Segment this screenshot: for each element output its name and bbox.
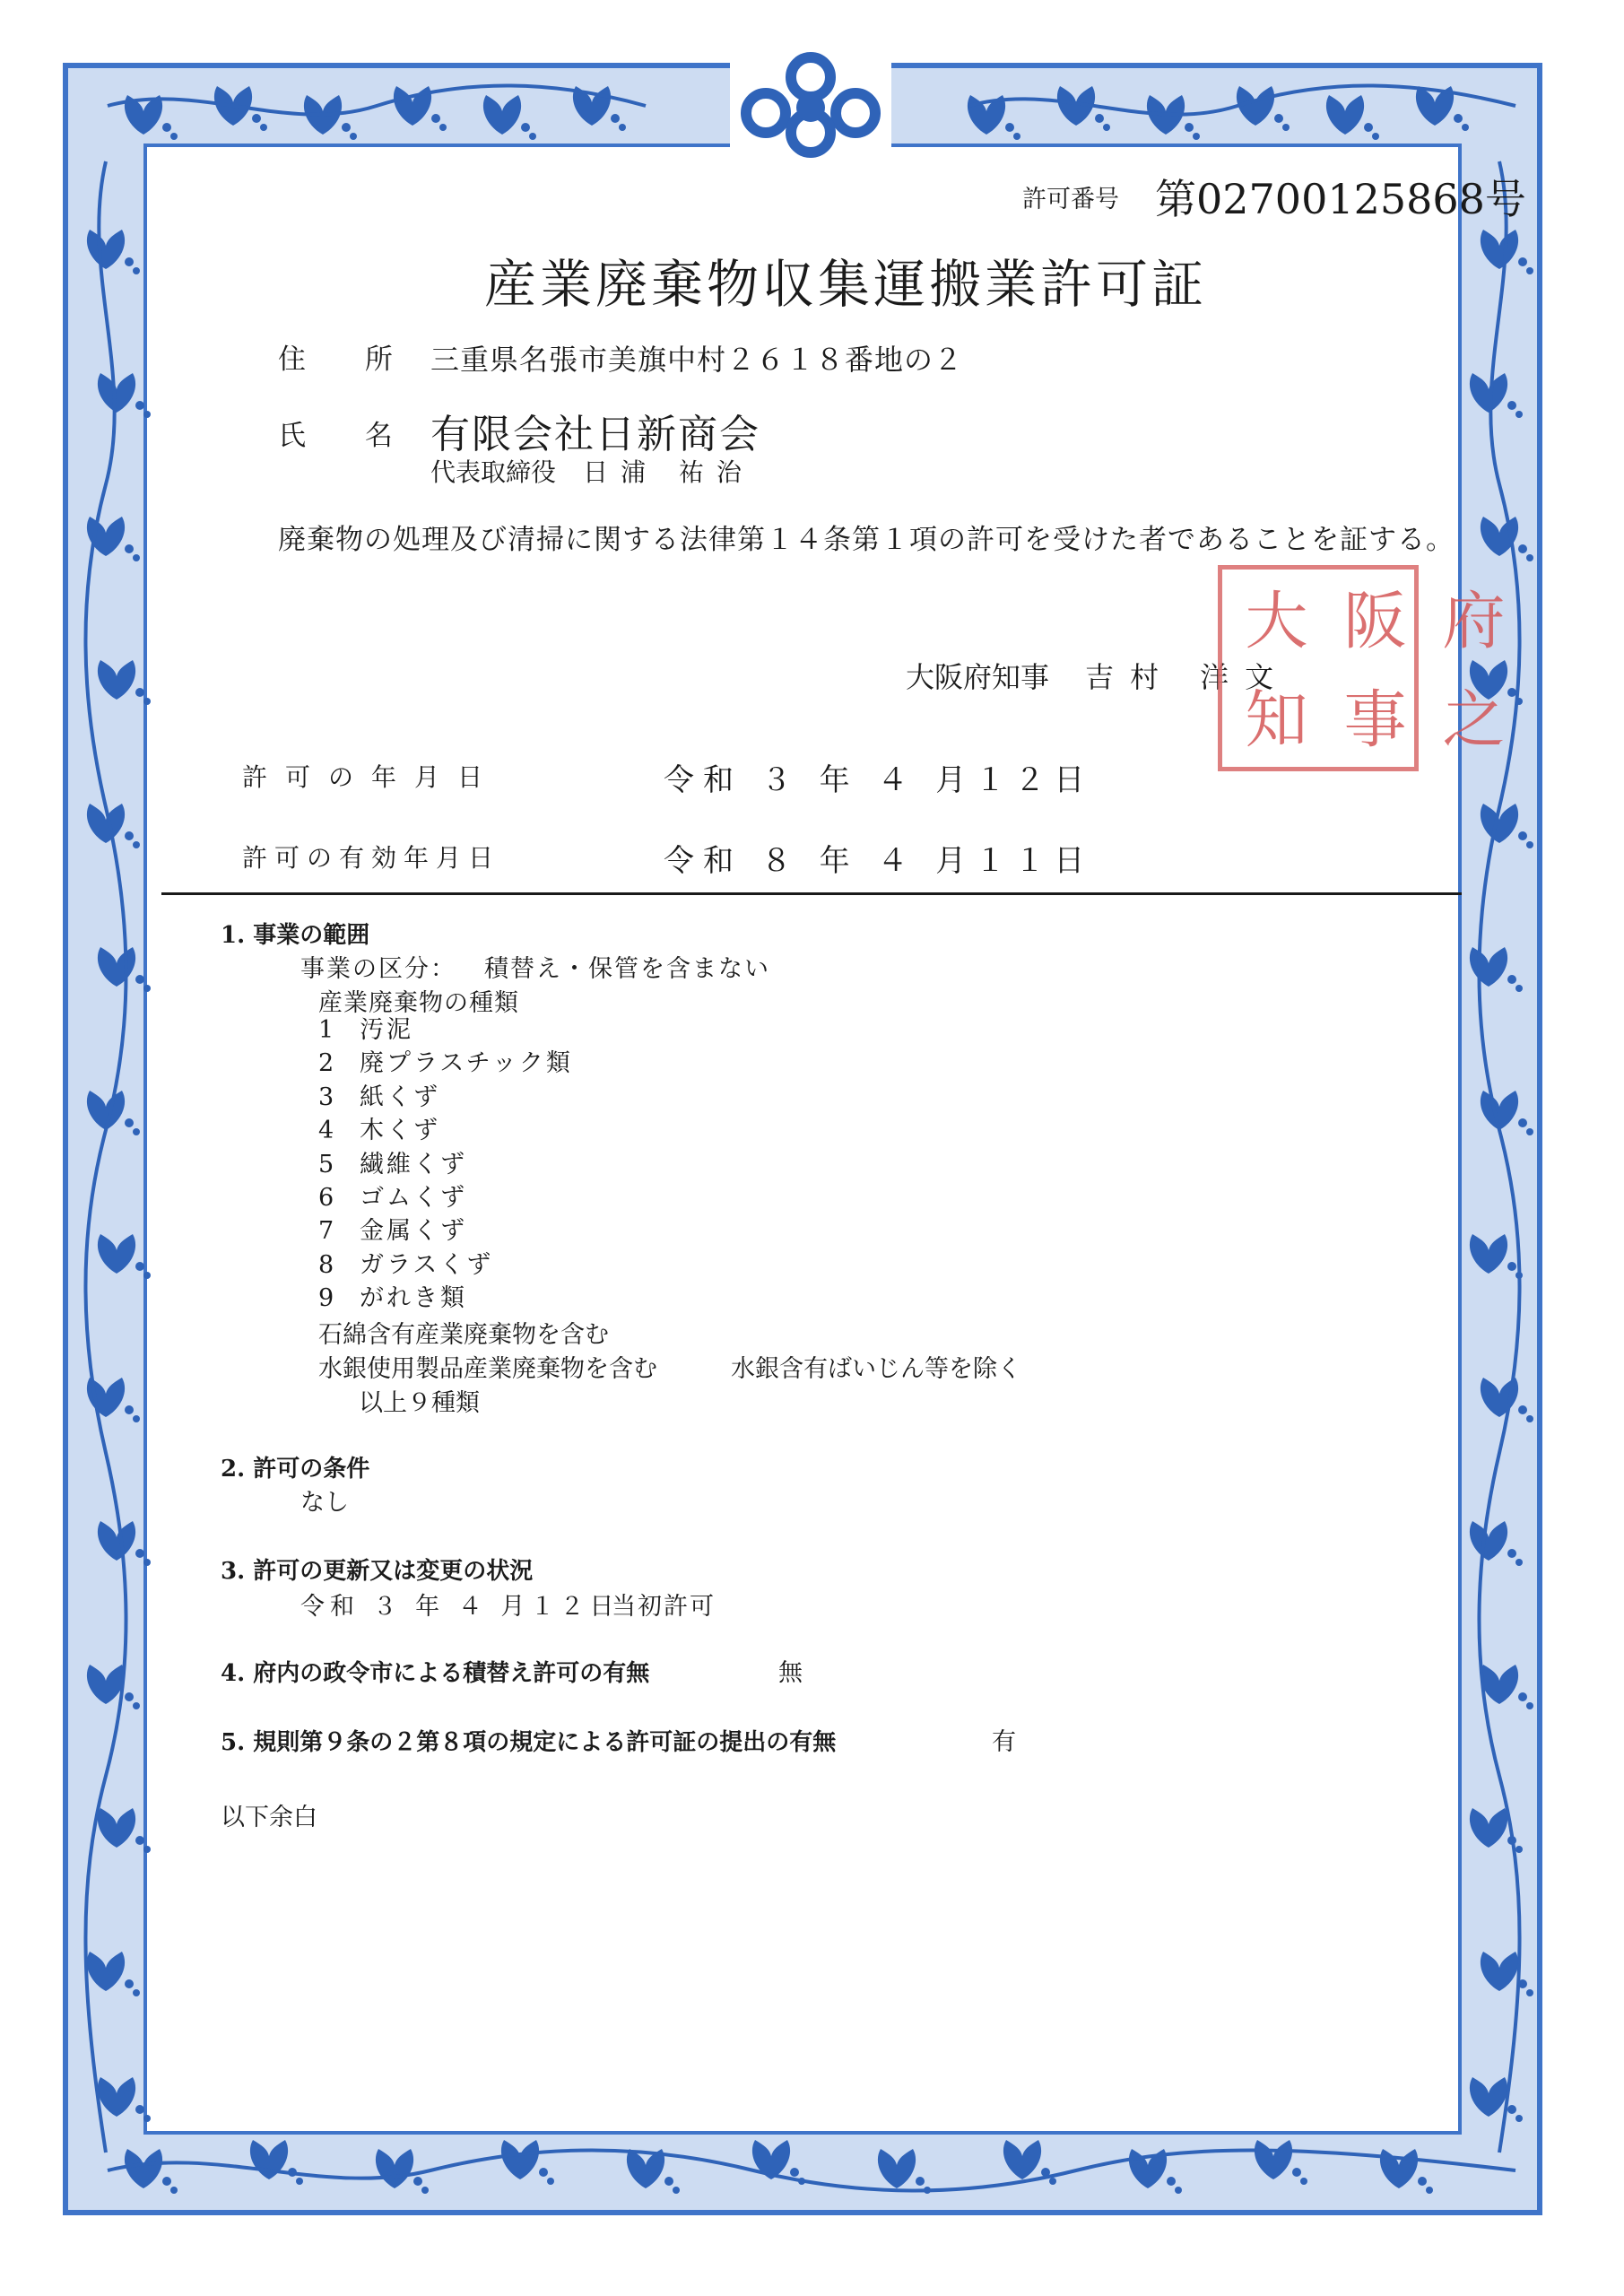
section-divider	[161, 892, 1462, 895]
submission-value: 有	[992, 1728, 1016, 1756]
permit-number-label: 許可番号	[1022, 186, 1119, 213]
permit-date-label: 許可の年月日	[242, 762, 501, 792]
section-conditions-heading: 2. 許可の条件	[221, 1456, 370, 1483]
representative-name: 日浦 祐治	[583, 457, 754, 487]
issuer-name: 吉村 洋文	[1085, 660, 1290, 694]
transfer-value: 無	[778, 1659, 803, 1687]
seal-char: 大	[1235, 587, 1308, 650]
mercury-exclusion: 水銀含有ばいじん等を除く	[731, 1355, 1021, 1383]
seal-char: 事	[1333, 686, 1407, 749]
address-value: 三重県名張市美旗中村２６１８番地の２	[430, 343, 964, 377]
business-type-label: 事業の区分：	[300, 955, 456, 983]
list-item: 2 廃プラスチック類	[318, 1049, 573, 1078]
list-item: 1 汚泥	[318, 1016, 413, 1044]
mercury-note: 水銀使用製品産業廃棄物を含む	[318, 1355, 657, 1383]
list-item: 4 木くず	[318, 1117, 440, 1145]
conditions-value: なし	[300, 1489, 349, 1517]
section-scope-heading: 1. 事業の範囲	[221, 922, 370, 949]
list-item: 5 繊維くず	[318, 1150, 467, 1178]
seal-char: 阪	[1333, 587, 1407, 650]
seal-char: 府	[1432, 587, 1506, 650]
name-label: 氏 名	[278, 420, 418, 452]
renewal-status: 当初許可	[612, 1593, 716, 1621]
expiry-date-label: 許可の有効年月日	[242, 843, 501, 873]
address-label: 住 所	[278, 344, 418, 376]
osaka-emblem-icon	[730, 52, 891, 160]
business-type-value: 積替え・保管を含まない	[484, 955, 770, 983]
list-item: 6 ゴムくず	[318, 1183, 467, 1212]
permit-date-value: 令和 ３ 年 ４ 月１２日	[664, 762, 1094, 798]
asbestos-note: 石綿含有産業廃棄物を含む	[318, 1321, 609, 1349]
waste-kinds-total: 以上９種類	[359, 1389, 480, 1417]
company-name: 有限会社日新商会	[430, 412, 760, 457]
renewal-date: 令和 ３ 年 ４ 月１２日	[300, 1593, 620, 1621]
waste-kinds-label: 産業廃棄物の種類	[318, 989, 519, 1017]
document-title: 産業廃棄物収集運搬業許可証	[484, 254, 1208, 315]
section-submission-heading: 5. 規則第９条の２第８項の規定による許可証の提出の有無	[221, 1729, 837, 1756]
section-renewal-heading: 3. 許可の更新又は変更の状況	[221, 1558, 534, 1585]
waste-kinds-list	[318, 1013, 573, 1316]
blank-below-note: 以下余白	[221, 1804, 317, 1831]
seal-char: 之	[1432, 686, 1506, 749]
list-item: 7 金属くず	[318, 1217, 467, 1246]
section-transfer-heading: 4. 府内の政令市による積替え許可の有無	[221, 1660, 650, 1687]
issuer-title: 大阪府知事	[906, 660, 1050, 694]
list-item: 9 がれき類	[318, 1284, 467, 1313]
expiry-date-value: 令和 ８ 年 ４ 月１１日	[664, 843, 1094, 879]
representative-title: 代表取締役	[430, 457, 557, 487]
certification-statement: 廃棄物の処理及び清掃に関する法律第１４条第１項の許可を受けた者であることを証する。	[278, 524, 1455, 556]
seal-char: 知	[1235, 686, 1308, 749]
list-item: 8 ガラスくず	[318, 1250, 494, 1279]
permit-number: 第02700125868号	[1155, 175, 1526, 223]
governor-seal	[1218, 565, 1506, 771]
list-item: 3 紙くず	[318, 1083, 440, 1111]
